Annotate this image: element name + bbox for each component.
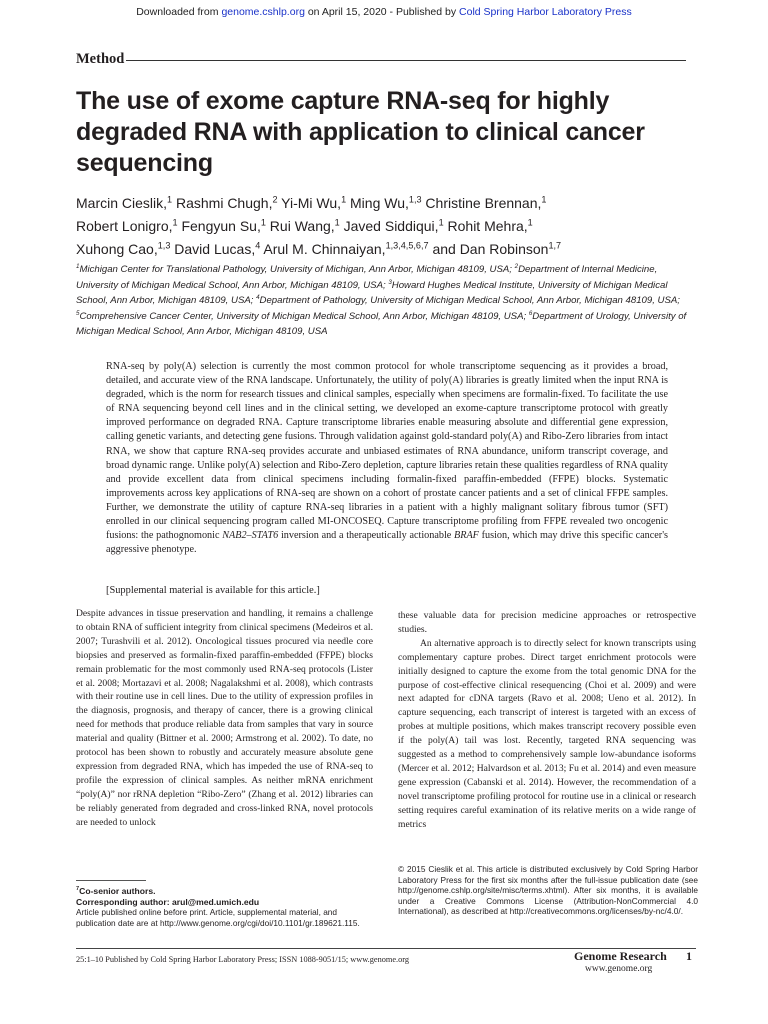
author: Fengyun Su,$^1$ — [177, 217, 266, 234]
author: Ming Wu,$^{1,3}$ — [346, 194, 422, 211]
banner-site-link[interactable]: genome.cshlp.org — [221, 6, 305, 18]
author: Javed Siddiqui,$^1$ — [339, 217, 444, 234]
footnote — [76, 886, 376, 928]
author: Rashmi Chugh,$^2$ — [172, 194, 278, 211]
affiliations: $^1$Michigan Center for Translational Pathology, University of Michigan, Ann Arbor, Michigan 48109, USA; $^2$Department of Internal Medicine, University of Michigan Medical School, Ann Arbor, Michigan 48109, USA; $^3$Howard Hughes Medical Institute, University of Michigan Medical School, Ann Arbor, Michigan 48109, USA; $^4$Department of Pathology, University of Michigan Medical School, Ann Arbor, Michigan 48109, USA; $^5$Comprehensive Cancer Center, University of Michigan Medical School, Ann Arbor, Michigan 48109, USA; $^6$Department of Urology, University of Michigan Medical School, Ann Arbor, Michigan 48109, USA — [76, 262, 687, 337]
section-header — [76, 51, 686, 71]
footer-citation: 25:1–10 Published by Cold Spring Harbor Laboratory Press; ISSN 1088-9051/15; www.genome.org — [76, 955, 410, 964]
affiliation: Howard Hughes Medical Institute, University of Michigan Medical School, Ann Arbor, Michigan 48109, USA; — [76, 279, 668, 306]
banner-middle: on April 15, 2020 - Published by — [304, 6, 460, 18]
footnote-rule — [76, 880, 146, 881]
affiliation: Department of Internal Medicine, University of Michigan Medical School, Ann Arbor, Michigan 48109, USA; — [76, 264, 658, 291]
section-label: Method — [76, 51, 125, 67]
affiliation: Department of Pathology, University of Michigan Medical School, Ann Arbor, Michigan 48109, USA; — [259, 295, 680, 306]
abstract: RNA-seq by poly(A) selection is currently the most common protocol for whole transcriptome sequencing as it provides a broad, detailed, and accurate view of the RNA landscape. Unfortunately, the utility of poly(A) libraries is greatly limited when the input RNA is degraded, which is the norm for research tissues and clinical samples, especially when specimens are formalin-fixed. To facilitate the use of RNA sequencing beyond cell lines and in the clinical setting, we developed an exome-capture transcriptome protocol with greatly improved performance on degraded RNA. Capture transcriptome libraries enable measuring absolute and differential gene expression, calling genetic variants, and detecting gene fusions. Through validation against gold-standard poly(A) and Ribo-Zero libraries from intact RNA, we show that capture RNA-seq provides accurate and unbiased estimates of RNA abundance, uniform transcript coverage, and broad dynamic range. Unlike poly(A) selection and Ribo-Zero depletion, capture libraries retain these qualities regardless of RNA quality and provide excellent data from clinical specimens including formalin-fixed paraffin-embedded (FFPE) blocks. Systematic improvements across key applications of RNA-seq are shown on a cohort of prostate cancer patients and a set of clinical FFPE samples. Further, we demonstrate the utility of capture RNA-seq libraries in a patient with a highly malignant solitary fibrous tumor (SFT) enrolled in our clinical sequencing program called MI-ONCOSEQ. Capture transcriptome profiling from FFPE revealed two oncogenic fusions: the pathognomonic NAB2–STAT6 inversion and a therapeutically actionable BRAF fusion, which may drive this specific cancer's aggressive phenotype. — [106, 361, 668, 556]
article-info: Article published online before print. Article, supplemental material, and publication date are at http://www.genome.org/cgi/doi/10.1101/gr.189621.115. — [76, 907, 360, 928]
author: David Lucas,$^4$ — [170, 240, 261, 257]
body-paragraph: these valuable data for precision medicine approaches or retrospective studies. — [398, 610, 696, 635]
license-notice: © 2015 Cieslik et al. This article is distributed exclusively by Cold Spring Harbor Laboratory Press for the first six months after the full-issue publication date (see http://genome.cshlp.org/site/misc/terms.xhtml). After six months, it is available under a Creative Commons License (Attribution-NonCommercial 4.0 International), as described at http://creativecommons.org/licenses/by-nc/4.0/. — [398, 864, 698, 917]
author: and Dan Robinson$^{1,7}$ — [428, 240, 562, 257]
author-list — [76, 192, 688, 261]
cosenior-note: $^7$Co-senior authors. — [76, 886, 156, 896]
author: Rui Wang,$^1$ — [265, 217, 340, 234]
affiliation: Comprehensive Cancer Center, University of Michigan Medical School, Ann Arbor, Michigan 48109, USA; — [79, 310, 529, 322]
corresponding-author: Corresponding author: arul@med.umich.edu — [76, 896, 260, 907]
journal-website[interactable]: www.genome.org — [585, 964, 653, 974]
body-right-column — [398, 609, 696, 832]
page-number: 1 — [686, 949, 692, 963]
download-banner — [0, 6, 768, 18]
banner-prefix: Downloaded from — [136, 6, 222, 18]
banner-publisher-link[interactable]: Cold Spring Harbor Laboratory Press — [459, 6, 632, 18]
affiliation: Michigan Center for Translational Pathology, University of Michigan, Ann Arbor, Michigan 48109, USA; — [79, 264, 515, 275]
author: Rohit Mehra,$^1$ — [443, 217, 533, 234]
article-title: The use of exome capture RNA-seq for highly degraded RNA with application to clinical cancer sequencing — [76, 87, 645, 177]
author: Arul M. Chinnaiyan,$^{1,3,4,5,6,7}$ — [260, 240, 429, 257]
affiliation: Department of Urology, University of Michigan Medical School, Ann Arbor, Michigan 48109, USA — [76, 310, 687, 337]
author: Christine Brennan,$^1$ — [421, 194, 547, 211]
section-rule — [76, 60, 686, 61]
author: Marcin Cieslik,$^1$ — [76, 194, 173, 211]
author: Yi-Mi Wu,$^1$ — [277, 194, 347, 211]
body-paragraph: An alternative approach is to directly select for known transcripts using complementary capture probes. Direct target enrichment protocols were initially designed to capture the exome from the total genomic DNA for the purpose of cost-effective clinical resequencing (Choi et al. 2009) and were next adapted for cDNA targets (Ravo et al. 2008; Ueno et al. 2012). In capture sequencing, each transcript of interest is targeted with an excess of probes at multiple positions, which makes transcript recovery possible even if the poly(A) tail was lost. Recently, targeted RNA sequencing was suggested as a method to comprehensively sample low-abundance isoforms (Mercer et al. 2012; Halvardson et al. 2013; Fu et al. 2014) and even measure gene expression (Cabanski et al. 2014). However, the recommendation of a novel transcriptome profiling protocol for routine use in a clinical or research setting requires careful examination of its relative merits on a wide range of metrics — [398, 637, 696, 830]
journal-name: Genome Research — [574, 949, 667, 963]
supplemental-note: [Supplemental material is available for this article.] — [106, 585, 320, 596]
author: Xuhong Cao,$^{1,3}$ — [76, 240, 171, 257]
author: Robert Lonigro,$^1$ — [76, 217, 178, 234]
body-left-column: Despite advances in tissue preservation and handling, it remains a challenge to obtain RNA of sufficient integrity from clinical specimens (Medeiros et al. 2007; Turashvili et al. 2012). Oncological tissues procured via needle core biopsies and preserved as formalin-fixed paraffin-embedded (FFPE) blocks remain problematic for the most commonly used RNA-seq protocols (Lister et al. 2008; Mortazavi et al. 2008; Nagalakshmi et al. 2008), which contrasts with their routine use in cell lines. Due to the utility of expression profiles in the diagnosis, prognosis, and therapy of cancer, there is a growing clinical need for methods that produce reliable data from samples that vary in source material and quality (Bittner et al. 2000; Armstrong et al. 2002). To date, no protocol has been shown to robustly and accurately measure absolute gene expression from degraded RNA, which has impeded the use of RNA-seq to profile the expression of clinical samples. As neither mRNA enrichment “poly(A)” nor rRNA depletion “Ribo-Zero” (Zhang et al. 2012) libraries can be reliably generated from degraded and cross-linked RNA, novel protocols are needed to unlock — [76, 608, 373, 828]
